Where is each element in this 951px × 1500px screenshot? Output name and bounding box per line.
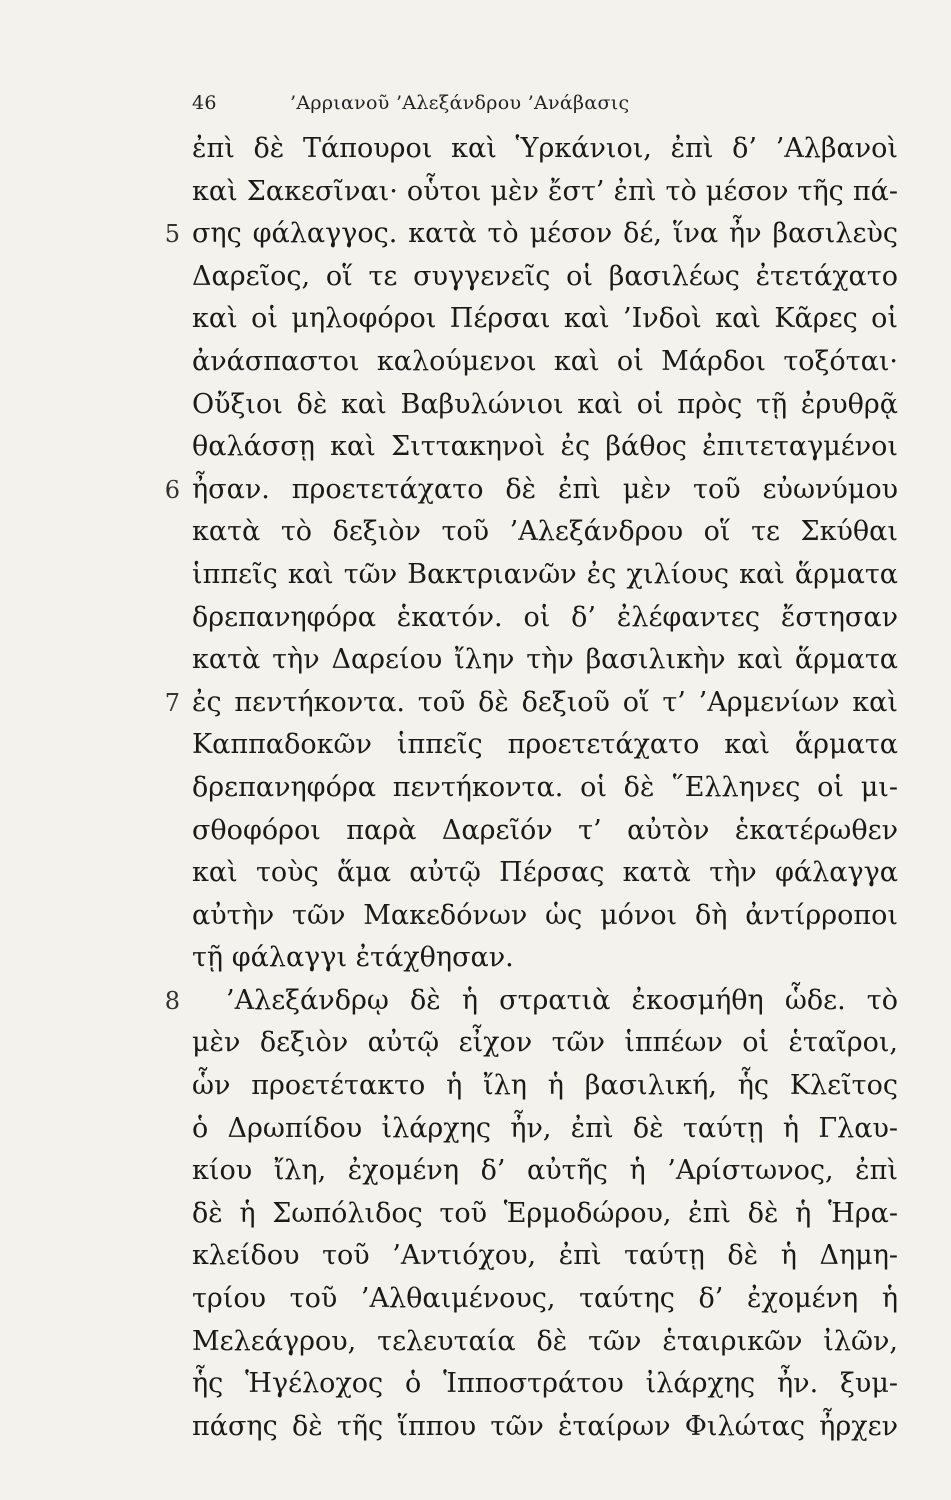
text-line: [192, 554, 898, 597]
text-line: [192, 1022, 898, 1065]
text-line: [164, 682, 898, 725]
text-line: [192, 1235, 898, 1278]
text-line: [192, 1363, 898, 1406]
line-text: θαλάσσῃ καὶ Σιττακηνοὶ ἐς βάθος ἐπιτεταγμένοι: [192, 431, 898, 463]
line-text: ὧν προετέτακτο ἡ ἴλη ἡ βασιλική, ἧς Κλεῖτος: [192, 1070, 898, 1102]
section-number: 7: [164, 688, 180, 717]
text-line: [192, 1193, 898, 1236]
text-line: [192, 298, 898, 341]
line-text: κλείδου τοῦ ’Αντιόχου, ἐπὶ ταύτῃ δὲ ἡ Δημη-: [192, 1240, 898, 1272]
line-text: κατὰ τὸ δεξιὸν τοῦ ’Αλεξάνδρου οἵ τε Σκύθαι: [192, 516, 898, 548]
section-number: 8: [164, 986, 180, 1015]
text-line: [192, 1150, 898, 1193]
section-number: 6: [164, 475, 180, 504]
text-line: [192, 341, 898, 384]
text-line: [192, 426, 898, 469]
text-line: [192, 1406, 898, 1449]
line-text: κίου ἴλη, ἐχομένη δ’ αὐτῆς ἡ ’Αρίστωνος, ἐπὶ: [192, 1155, 898, 1187]
text-line: [192, 384, 898, 427]
text-line: [192, 767, 898, 810]
line-text: ἀνάσπαστοι καλούμενοι καὶ οἱ Μάρδοι τοξόται·: [192, 345, 898, 377]
running-head: [192, 92, 752, 114]
text-line: [164, 469, 898, 512]
line-text: τρίου τοῦ ’Αλθαιμένους, ταύτης δ’ ἐχομένη ἡ: [192, 1283, 898, 1315]
line-text: καὶ τοὺς ἅμα αὐτῷ Πέρσας κατὰ τὴν φάλαγγα: [192, 857, 898, 889]
text-line: [192, 1065, 898, 1108]
line-text: ὁ Δρωπίδου ἰλάρχης ἦν, ἐπὶ δὲ ταύτῃ ἡ Γλαυ-: [192, 1112, 898, 1144]
line-text: ἐπὶ δὲ Τάπουροι καὶ Ὑρκάνιοι, ἐπὶ δ’ ’Αλβανοὶ: [192, 133, 898, 164]
text-line: [192, 937, 898, 980]
text-line: [192, 852, 898, 895]
text-line: [192, 810, 898, 853]
text-line: [192, 895, 898, 938]
text-line: [192, 256, 898, 299]
line-text: Καππαδοκῶν ἱππεῖς προετετάχατο καὶ ἅρματα: [192, 729, 898, 761]
line-text: ἱππεῖς καὶ τῶν Βακτριανῶν ἐς χιλίους καὶ ἅρματα: [192, 558, 898, 590]
line-text: ’Αλεξάνδρῳ δὲ ἡ στρατιὰ ἐκοσμήθη ὧδε. τὸ: [226, 984, 898, 1016]
line-text: πάσης δὲ τῆς ἵππου τῶν ἑταίρων Φιλώτας ἦρχεν: [192, 1410, 898, 1442]
text-line: [192, 171, 898, 214]
line-text: δρεπανηφόρα πεντήκοντα. οἱ δὲ ῞Ελληνες οἱ μι-: [192, 771, 898, 803]
line-text: ἧς Ἡγέλοχος ὁ Ἱπποστράτου ἰλάρχης ἦν. ξυμ-: [192, 1368, 898, 1400]
page-number: 46: [192, 92, 217, 114]
line-text: καὶ οἱ μηλοφόροι Πέρσαι καὶ ’Ινδοὶ καὶ Κᾶρες οἱ: [192, 303, 898, 335]
text-line: [192, 639, 898, 682]
text-line: [192, 724, 898, 767]
line-text: σης φάλαγγος. κατὰ τὸ μέσον δέ, ἵνα ἦν βασιλεὺς: [192, 218, 898, 250]
line-text: αὐτὴν τῶν Μακεδόνων ὡς μόνοι δὴ ἀντίρροποι: [192, 899, 898, 931]
line-text: δὲ ἡ Σωπόλιδος τοῦ Ἑρμοδώρου, ἐπὶ δὲ ἡ Ἡρα-: [192, 1197, 898, 1229]
text-line: [192, 1278, 898, 1321]
line-text: Μελεάγρου, τελευταία δὲ τῶν ἑταιρικῶν ἰλῶν,: [192, 1325, 898, 1357]
line-text: ἦσαν. προετετάχατο δὲ ἐπὶ μὲν τοῦ εὐωνύμου: [192, 473, 898, 505]
line-text: Δαρεῖος, οἵ τε συγγενεῖς οἱ βασιλέως ἐτετάχατο: [192, 260, 898, 292]
text-line: [164, 213, 898, 256]
text-block: [164, 128, 898, 1448]
text-line: [192, 597, 898, 640]
section-number: 5: [164, 220, 180, 249]
line-text: δρεπανηφόρα ἑκατόν. οἱ δ’ ἐλέφαντες ἔστησαν: [192, 601, 898, 633]
text-line: [192, 511, 898, 554]
text-line: [164, 980, 898, 1023]
line-text: μὲν δεξιὸν αὐτῷ εἶχον τῶν ἱππέων οἱ ἑταῖροι,: [192, 1027, 898, 1059]
text-line: [192, 1108, 898, 1151]
text-line: [192, 128, 898, 171]
line-text: σθοφόροι παρὰ Δαρεῖόν τ’ αὐτὸν ἑκατέρωθεν: [192, 814, 898, 846]
line-text: κατὰ τὴν Δαρείου ἴλην τὴν βασιλικὴν καὶ ἅρματα: [192, 644, 898, 676]
line-text: ἐς πεντήκοντα. τοῦ δὲ δεξιοῦ οἵ τ’ ’Αρμενίων καὶ: [192, 686, 898, 718]
line-text: Οὔξιοι δὲ καὶ Βαβυλώνιοι καὶ οἱ πρὸς τῇ ἐρυθρᾷ: [192, 388, 898, 420]
text-line: [192, 1321, 898, 1364]
line-text: τῇ φάλαγγι ἐτάχθησαν.: [192, 942, 514, 974]
line-text: καὶ Σακεσῖναι· οὗτοι μὲν ἔστ’ ἐπὶ τὸ μέσον τῆς πά-: [192, 175, 898, 207]
running-title: ’Αρριανοῦ ’Αλεξάνδρου ’Ανάβασις: [290, 92, 630, 114]
